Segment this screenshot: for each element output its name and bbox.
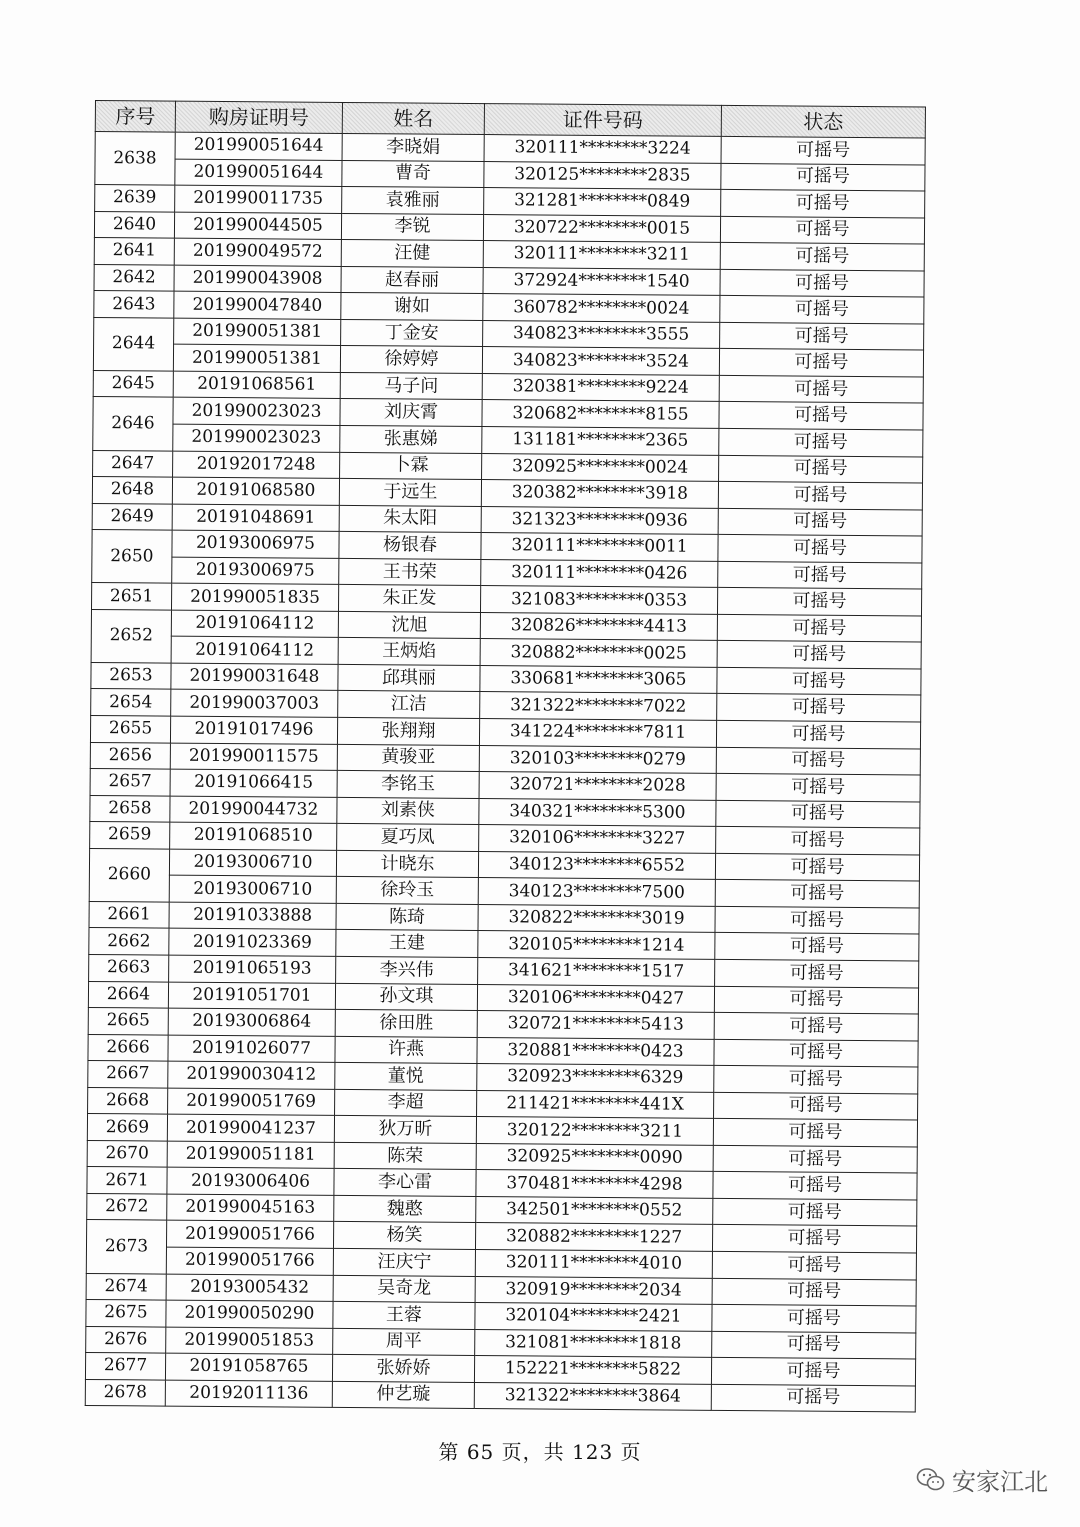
cell-id-no: 370481********4298 [476,1170,713,1198]
cell-seq: 2661 [89,901,169,928]
cell-status: 可摇号 [716,774,920,802]
cell-certificate-no: 201990023023 [173,424,340,452]
cell-id-no: 342501********0552 [476,1196,713,1224]
cell-certificate-no: 20191058765 [165,1353,332,1381]
cell-id-no: 320106********0427 [477,984,714,1012]
cell-status: 可摇号 [719,402,923,430]
cell-seq: 2640 [94,211,174,238]
cell-id-no: 320111********0426 [481,559,718,587]
cell-id-no: 320111********4010 [475,1249,712,1277]
cell-seq: 2660 [89,848,169,902]
cell-seq: 2669 [87,1114,167,1141]
cell-certificate-no: 201990044732 [170,796,337,824]
cell-certificate-no: 20192017248 [173,451,340,479]
cell-name: 赵春丽 [341,266,483,294]
cell-certificate-no: 201990050290 [166,1300,333,1328]
cell-seq: 2643 [94,291,174,318]
cell-seq: 2645 [93,370,173,397]
cell-certificate-no: 201990044505 [174,212,341,240]
cell-id-no: 320106********3227 [479,825,716,853]
cell-id-no: 321083********0353 [480,586,717,614]
cell-name: 周平 [333,1328,475,1356]
cell-status: 可摇号 [713,1119,917,1147]
cell-id-no: 320103********0279 [479,745,716,773]
cell-certificate-no: 201990030412 [168,1061,335,1089]
cell-seq: 2665 [88,1008,168,1035]
cell-name: 马子问 [340,372,482,400]
cell-id-no: 320122********3211 [476,1117,713,1145]
cell-status: 可摇号 [718,535,922,563]
cell-certificate-no: 20191066415 [170,769,337,797]
cell-name: 丁金安 [341,319,483,347]
cell-seq: 2678 [85,1379,165,1406]
cell-name: 徐玲玉 [336,877,478,905]
cell-certificate-no: 201990051644 [175,159,342,187]
cell-seq: 2644 [93,317,173,371]
cell-id-no: 320111********0011 [481,533,718,561]
cell-name: 黄骏亚 [337,744,479,772]
cell-id-no: 321322********7022 [480,692,717,720]
cell-seq: 2648 [92,477,172,504]
cell-status: 可摇号 [713,1145,917,1173]
cell-id-no: 320925********0024 [482,453,719,481]
cell-seq: 2671 [87,1167,167,1194]
cell-seq: 2666 [88,1034,168,1061]
cell-status: 可摇号 [717,614,921,642]
cell-seq: 2641 [94,238,174,265]
cell-status: 可摇号 [712,1304,916,1332]
cell-status: 可摇号 [712,1278,916,1306]
cell-name: 谢如 [341,293,483,321]
header-seq: 序号 [95,101,175,133]
cell-name: 李心雷 [334,1169,476,1197]
cell-certificate-no: 20193006864 [168,1008,335,1036]
cell-status: 可摇号 [719,428,923,456]
cell-certificate-no: 201990043908 [174,265,341,293]
cell-seq: 2658 [90,795,170,822]
cell-id-no: 360782********0024 [483,294,720,322]
watermark [916,1462,1048,1497]
cell-status: 可摇号 [720,216,924,244]
cell-name: 王炳焰 [338,638,480,666]
cell-id-no: 152221********5822 [474,1356,711,1384]
cell-seq: 2638 [95,132,175,186]
cell-id-no: 321322********3864 [474,1382,711,1410]
cell-id-no: 320381********9224 [482,373,719,401]
page-number: 第 65 页，共 123 页 [438,1440,642,1464]
cell-certificate-no: 201990041237 [167,1114,334,1142]
cell-id-no: 320104********2421 [475,1303,712,1331]
cell-name: 仲艺璇 [332,1381,474,1409]
cell-status: 可摇号 [714,1039,918,1067]
cell-status: 可摇号 [715,933,919,961]
cell-name: 汪庆宁 [333,1248,475,1276]
cell-name: 徐田胜 [335,1009,477,1037]
cell-name: 李超 [335,1089,477,1117]
cell-name: 董悦 [335,1063,477,1091]
cell-id-no: 321281********0849 [484,188,721,216]
cell-certificate-no: 201990051769 [168,1088,335,1116]
cell-certificate-no: 201990045163 [167,1194,334,1222]
cell-certificate-no: 20191017496 [170,716,337,744]
cell-seq: 2657 [90,769,170,796]
cell-status: 可摇号 [718,508,922,536]
cell-status: 可摇号 [711,1358,915,1386]
cell-status: 可摇号 [714,1012,918,1040]
cell-name: 张惠娣 [340,425,482,453]
watermark-text: 安家江北 [952,1468,1048,1496]
cell-name: 李铭玉 [337,771,479,799]
cell-name: 于远生 [339,479,481,507]
cell-id-no: 321081********1818 [475,1329,712,1357]
cell-name: 袁雅丽 [342,187,484,215]
cell-id-no: 340823********3524 [482,347,719,375]
cell-seq: 2656 [90,742,170,769]
cell-certificate-no: 201990051381 [174,318,341,346]
cell-certificate-no: 201990011575 [170,743,337,771]
cell-status: 可摇号 [714,986,918,1014]
cell-certificate-no: 201990051835 [171,583,338,611]
cell-id-no: 320925********0090 [476,1143,713,1171]
cell-certificate-no: 201990051766 [166,1247,333,1275]
cell-certificate-no: 201990031648 [171,663,338,691]
cell-name: 朱正发 [338,585,480,613]
cell-status: 可摇号 [715,880,919,908]
cell-seq: 2653 [91,662,171,689]
cell-status: 可摇号 [712,1251,916,1279]
housing-lottery-table [85,100,926,1413]
cell-id-no: 340123********7500 [478,878,715,906]
cell-certificate-no: 20191065193 [169,955,336,983]
cell-seq: 2672 [87,1193,167,1220]
cell-seq: 2664 [88,981,168,1008]
cell-name: 曹奇 [342,160,484,188]
cell-id-no: 340823********3555 [483,320,720,348]
cell-certificate-no: 20193006975 [172,530,339,558]
cell-certificate-no: 20191064112 [171,637,338,665]
cell-name: 沈旭 [338,611,480,639]
cell-name: 朱太阳 [339,505,481,533]
cell-name: 计晓东 [336,850,478,878]
cell-status: 可摇号 [712,1331,916,1359]
cell-name: 杨笑 [333,1222,475,1250]
cell-certificate-no: 20191023369 [169,929,336,957]
cell-certificate-no: 20192011136 [165,1380,332,1408]
cell-id-no: 131181********2365 [482,427,719,455]
cell-id-no: 320881********0423 [477,1037,714,1065]
cell-certificate-no: 201990051766 [166,1221,333,1249]
cell-status: 可摇号 [716,747,920,775]
cell-status: 可摇号 [713,1172,917,1200]
cell-certificate-no: 201990051181 [167,1141,334,1169]
cell-name: 汪健 [341,240,483,268]
cell-seq: 2675 [86,1300,166,1327]
cell-name: 张娇娇 [332,1355,474,1383]
cell-id-no: 320682********8155 [482,400,719,428]
cell-certificate-no: 201990047840 [174,291,341,319]
cell-status: 可摇号 [720,269,924,297]
cell-certificate-no: 20191068580 [172,477,339,505]
cell-id-no: 320826********4413 [480,612,717,640]
cell-id-no: 320822********3019 [478,904,715,932]
cell-name: 魏憨 [334,1195,476,1223]
cell-certificate-no: 20193006710 [169,849,336,877]
cell-seq: 2662 [89,928,169,955]
cell-status: 可摇号 [715,959,919,987]
cell-certificate-no: 20193006710 [169,875,336,903]
cell-status: 可摇号 [719,455,923,483]
header-certificate-no: 购房证明号 [175,101,342,133]
cell-seq: 2655 [90,716,170,743]
cell-name: 卜霖 [340,452,482,480]
cell-certificate-no: 201990051853 [166,1327,333,1355]
cell-certificate-no: 201990051644 [175,132,342,160]
cell-id-no: 320111********3211 [483,241,720,269]
cell-certificate-no: 20191064112 [171,610,338,638]
cell-seq: 2654 [91,689,171,716]
cell-name: 孙文琪 [335,983,477,1011]
cell-name: 李兴伟 [336,956,478,984]
cell-seq: 2670 [87,1140,167,1167]
cell-status: 可摇号 [714,1092,918,1120]
wechat-icon [916,1467,946,1493]
cell-name: 李锐 [341,213,483,241]
cell-status: 可摇号 [714,1066,918,1094]
cell-name: 徐婷婷 [340,346,482,374]
table-row [85,1379,915,1412]
cell-seq: 2651 [91,583,171,610]
cell-status: 可摇号 [719,375,923,403]
cell-id-no: 320721********5413 [477,1011,714,1039]
cell-name: 夏巧凤 [337,824,479,852]
cell-name: 许燕 [335,1036,477,1064]
cell-name: 王蓉 [333,1301,475,1329]
cell-certificate-no: 201990023023 [173,398,340,426]
cell-certificate-no: 20191026077 [168,1035,335,1063]
table-body [85,132,925,1413]
cell-id-no: 320923********6329 [477,1064,714,1092]
cell-name: 狄万昕 [334,1116,476,1144]
cell-status: 可摇号 [718,482,922,510]
cell-status: 可摇号 [717,667,921,695]
cell-seq: 2652 [91,609,171,663]
cell-seq: 2676 [86,1326,166,1353]
cell-id-no: 211421********441X [477,1090,714,1118]
cell-seq: 2674 [86,1273,166,1300]
cell-id-no: 320111********3224 [484,135,721,163]
cell-status: 可摇号 [715,853,919,881]
cell-id-no: 341224********7811 [479,719,716,747]
cell-seq: 2673 [86,1220,166,1274]
cell-seq: 2667 [88,1061,168,1088]
cell-certificate-no: 201990049572 [174,238,341,266]
cell-name: 张翔翔 [337,717,479,745]
cell-status: 可摇号 [715,906,919,934]
cell-certificate-no: 201990051381 [173,344,340,372]
cell-seq: 2639 [95,185,175,212]
cell-name: 杨银春 [339,532,481,560]
cell-status: 可摇号 [718,561,922,589]
cell-status: 可摇号 [711,1384,915,1412]
cell-id-no: 372924********1540 [483,267,720,295]
cell-certificate-no: 201990037003 [171,690,338,718]
cell-name: 刘素侠 [337,797,479,825]
cell-status: 可摇号 [712,1225,916,1253]
cell-status: 可摇号 [720,296,924,324]
cell-name: 陈琦 [336,903,478,931]
cell-name: 刘庆霄 [340,399,482,427]
cell-status: 可摇号 [717,641,921,669]
header-status: 状态 [721,105,925,138]
cell-id-no: 320882********1227 [475,1223,712,1251]
cell-certificate-no: 20193005432 [166,1274,333,1302]
cell-seq: 2668 [88,1087,168,1114]
cell-status: 可摇号 [720,243,924,271]
cell-id-no: 340123********6552 [478,851,715,879]
cell-certificate-no: 20191033888 [169,902,336,930]
cell-seq: 2649 [92,503,172,530]
cell-id-no: 340321********5300 [479,798,716,826]
cell-id-no: 320105********1214 [478,931,715,959]
cell-id-no: 320125********2835 [484,161,721,189]
cell-name: 王建 [336,930,478,958]
cell-id-no: 320919********2034 [475,1276,712,1304]
cell-status: 可摇号 [720,322,924,350]
cell-id-no: 320722********0015 [483,214,720,242]
header-id-no: 证件号码 [484,104,721,137]
cell-status: 可摇号 [716,800,920,828]
cell-status: 可摇号 [721,136,925,164]
cell-seq: 2646 [93,397,173,451]
cell-seq: 2650 [92,530,172,584]
cell-id-no: 320382********3918 [481,480,718,508]
cell-name: 邱琪丽 [338,664,480,692]
cell-name: 江洁 [338,691,480,719]
cell-name: 陈荣 [334,1142,476,1170]
cell-seq: 2642 [94,264,174,291]
cell-seq: 2663 [89,954,169,981]
cell-id-no: 330681********3065 [480,665,717,693]
cell-status: 可摇号 [717,694,921,722]
header-name: 姓名 [342,102,484,134]
cell-name: 王书荣 [339,558,481,586]
cell-status: 可摇号 [719,349,923,377]
cell-seq: 2659 [90,822,170,849]
cell-name: 李晓娟 [342,133,484,161]
cell-status: 可摇号 [717,588,921,616]
cell-certificate-no: 20191051701 [168,982,335,1010]
cell-certificate-no: 20193006975 [172,557,339,585]
cell-certificate-no: 20191048691 [172,504,339,532]
cell-id-no: 320721********2028 [479,772,716,800]
cell-certificate-no: 20191068561 [173,371,340,399]
cell-seq: 2677 [85,1353,165,1380]
cell-certificate-no: 20191068510 [170,822,337,850]
cell-name: 吴奇龙 [333,1275,475,1303]
cell-status: 可摇号 [721,163,925,191]
cell-seq: 2647 [93,450,173,477]
cell-status: 可摇号 [721,190,925,218]
cell-certificate-no: 20193006406 [167,1167,334,1195]
cell-id-no: 320882********0025 [480,639,717,667]
cell-status: 可摇号 [716,827,920,855]
cell-id-no: 341621********1517 [478,957,715,985]
cell-id-no: 321323********0936 [481,506,718,534]
cell-status: 可摇号 [713,1198,917,1226]
cell-certificate-no: 201990011735 [175,185,342,213]
cell-status: 可摇号 [716,720,920,748]
